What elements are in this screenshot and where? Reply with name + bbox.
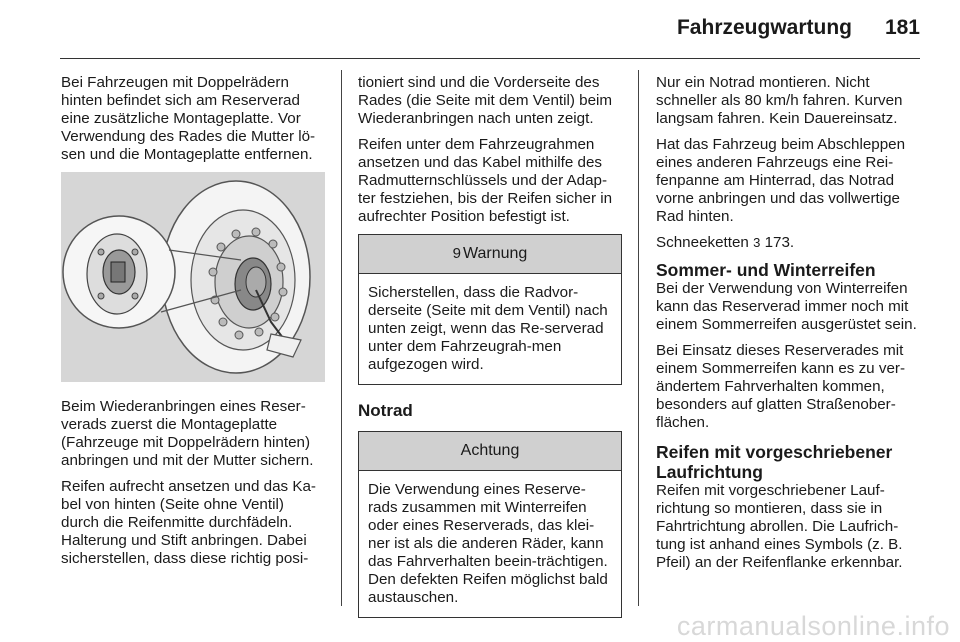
warning-icon: 9 — [452, 245, 461, 262]
paragraph: Bei Fahrzeugen mit Doppelrädern hinten befindet sich am Reserverad eine zusätzliche Montageplatte. Vor Verwendung des Rades die Mutter lö-sen und die Montageplatte entfernen. — [61, 74, 316, 163]
cross-reference — [656, 234, 922, 252]
page-header — [0, 0, 960, 60]
paragraph: Nur ein Notrad montieren. Nicht schneller als 80 km/h fahren. Kurven langsam fahren. Kein Dauereinsatz. — [656, 74, 903, 127]
page-ref-icon: 3 — [753, 235, 761, 250]
caution-box — [358, 431, 622, 618]
paragraph: Bei Einsatz dieses Reserverades mit einem Sommerreifen kann es zu ver-ändertem Fahrverhalten kommen, besonders auf glatten Straßenober-flächen. — [656, 342, 906, 431]
direction-heading: Reifen mit vorgeschriebener Laufrichtung — [656, 442, 893, 482]
paragraph: tioniert sind und die Vorderseite des Rades (die Seite mit dem Ventil) beim Wiederanbringen nach unten zeigt. — [358, 74, 613, 127]
xref-page: 173. — [760, 234, 795, 251]
caution-header — [359, 432, 621, 471]
paragraph: Beim Wiederanbringen eines Reser-verads zuerst die Montageplatte (Fahrzeuge mit Doppelrädern hinten) anbringen und mit der Mutter sichern. — [61, 398, 314, 469]
paragraph: Reifen mit vorgeschriebener Lauf-richtung so montieren, dass sie in Fahrtrichtung abrollen. Die Laufrich-tung ist anhand eines Symbols (z. B. Pfeil) an der Reifenflanke erkennbar. — [656, 482, 903, 571]
paragraph: Reifen aufrecht ansetzen und das Ka-bel von hinten (Seite ohne Ventil) durch die Reifenmitte durchfädeln. Halterung und Stift anbringen. Dabei sicherstellen, dass diese richtig posi- — [61, 478, 316, 567]
column-3 — [656, 74, 922, 580]
column-divider — [638, 70, 639, 606]
spare-wheel-illustration — [61, 172, 325, 382]
paragraph: Hat das Fahrzeug beim Abschleppen eines anderen Fahrzeugs eine Rei-fenpanne am Hinterrad, das Notrad vorne anbringen und das vollwertige Rad hinten. — [656, 136, 906, 225]
xref-text: Schneeketten — [656, 234, 754, 251]
paragraph: Bei der Verwendung von Winterreifen kann das Reserverad immer noch mit einem Sommerreifen ausgerüstet sein. — [656, 280, 917, 333]
section-title: Fahrzeugwartung — [676, 16, 852, 39]
notrad-heading: Notrad — [358, 401, 413, 420]
caution-text: Die Verwendung eines Reserve-rads zusammen mit Winterreifen oder eines Reserverads, das klei-ner ist als die anderen Räder, kann das Fahrverhalten beein-trächtigen. Den defekten Reifen möglichst bald austauschen. — [368, 481, 608, 606]
column-1 — [61, 74, 325, 576]
column-divider — [341, 70, 342, 606]
column-2 — [358, 74, 622, 634]
wheel-drawing — [61, 172, 325, 382]
header-rule — [60, 58, 920, 59]
summer-winter-heading: Sommer- und Winterreifen — [656, 260, 876, 280]
watermark: carmanualsonline.info — [676, 611, 950, 641]
paragraph: Reifen unter dem Fahrzeugrahmen ansetzen und das Kabel mithilfe des Radmutternschlüssels und der Adap-ter festziehen, bis der Reifen sicher in aufrechter Position befestigt ist. — [358, 136, 613, 225]
warning-header — [359, 235, 621, 274]
warning-title: Warnung — [463, 245, 528, 262]
warning-text: Sicherstellen, dass die Radvor-derseite (Seite mit dem Ventil) nach unten zeigt, wenn das Re-serverad unter dem Fahrzeugrah-men aufgezogen wird. — [368, 284, 608, 373]
warning-box — [358, 234, 622, 385]
caution-title: Achtung — [460, 442, 520, 459]
page-number: 181 — [884, 16, 920, 39]
